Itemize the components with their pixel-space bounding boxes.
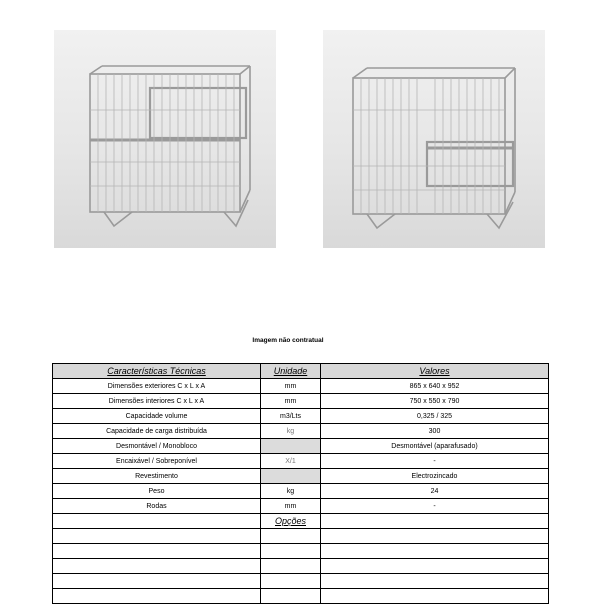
row-label: Revestimento xyxy=(53,469,261,484)
header-characteristics: Características Técnicas xyxy=(53,364,261,379)
table-row xyxy=(53,439,549,454)
row-value: Electrozincado xyxy=(321,469,549,484)
photo-front-view xyxy=(54,30,276,248)
row-unit: kg xyxy=(261,424,321,439)
table-row xyxy=(53,379,549,394)
row-label: Desmontável / Monobloco xyxy=(53,439,261,454)
row-label: Capacidade volume xyxy=(53,409,261,424)
options-row xyxy=(53,589,549,604)
row-value: 24 xyxy=(321,484,549,499)
row-unit xyxy=(261,469,321,484)
table-row xyxy=(53,469,549,484)
table-row xyxy=(53,454,549,469)
options-spacer xyxy=(53,514,261,529)
wire-container-front-image xyxy=(54,30,276,248)
table-row xyxy=(53,499,549,514)
row-value: 865 x 640 x 952 xyxy=(321,379,549,394)
row-value: 750 x 550 x 790 xyxy=(321,394,549,409)
options-spacer xyxy=(321,514,549,529)
row-unit: m3/Lts xyxy=(261,409,321,424)
row-unit: mm xyxy=(261,394,321,409)
row-unit xyxy=(261,439,321,454)
row-value: 0,325 / 325 xyxy=(321,409,549,424)
table-row xyxy=(53,424,549,439)
header-unit: Unidade xyxy=(261,364,321,379)
row-label: Dimensões exteriores C x L x A xyxy=(53,379,261,394)
row-value: - xyxy=(321,499,549,514)
row-label: Peso xyxy=(53,484,261,499)
header-values: Valores xyxy=(321,364,549,379)
row-label: Rodas xyxy=(53,499,261,514)
technical-specs-table xyxy=(52,363,549,604)
row-value: 300 xyxy=(321,424,549,439)
row-unit: mm xyxy=(261,499,321,514)
row-unit: kg xyxy=(261,484,321,499)
row-value: - xyxy=(321,454,549,469)
options-row xyxy=(53,544,549,559)
options-header: Opções xyxy=(261,514,321,529)
photo-gate-open-view xyxy=(323,30,545,248)
table-row xyxy=(53,484,549,499)
options-header-row xyxy=(53,514,549,529)
table-header-row xyxy=(53,364,549,379)
options-row xyxy=(53,529,549,544)
table-row xyxy=(53,394,549,409)
row-label: Dimensões interiores C x L x A xyxy=(53,394,261,409)
options-row xyxy=(53,559,549,574)
row-unit: X/1 xyxy=(261,454,321,469)
options-row xyxy=(53,574,549,589)
row-label: Capacidade de carga distribuída xyxy=(53,424,261,439)
row-value: Desmontável (aparafusado) xyxy=(321,439,549,454)
wire-container-open-image xyxy=(323,30,545,248)
row-unit: mm xyxy=(261,379,321,394)
row-label: Encaixável / Sobreponível xyxy=(53,454,261,469)
image-caption: Imagem não contratual xyxy=(252,337,324,344)
table-row xyxy=(53,409,549,424)
